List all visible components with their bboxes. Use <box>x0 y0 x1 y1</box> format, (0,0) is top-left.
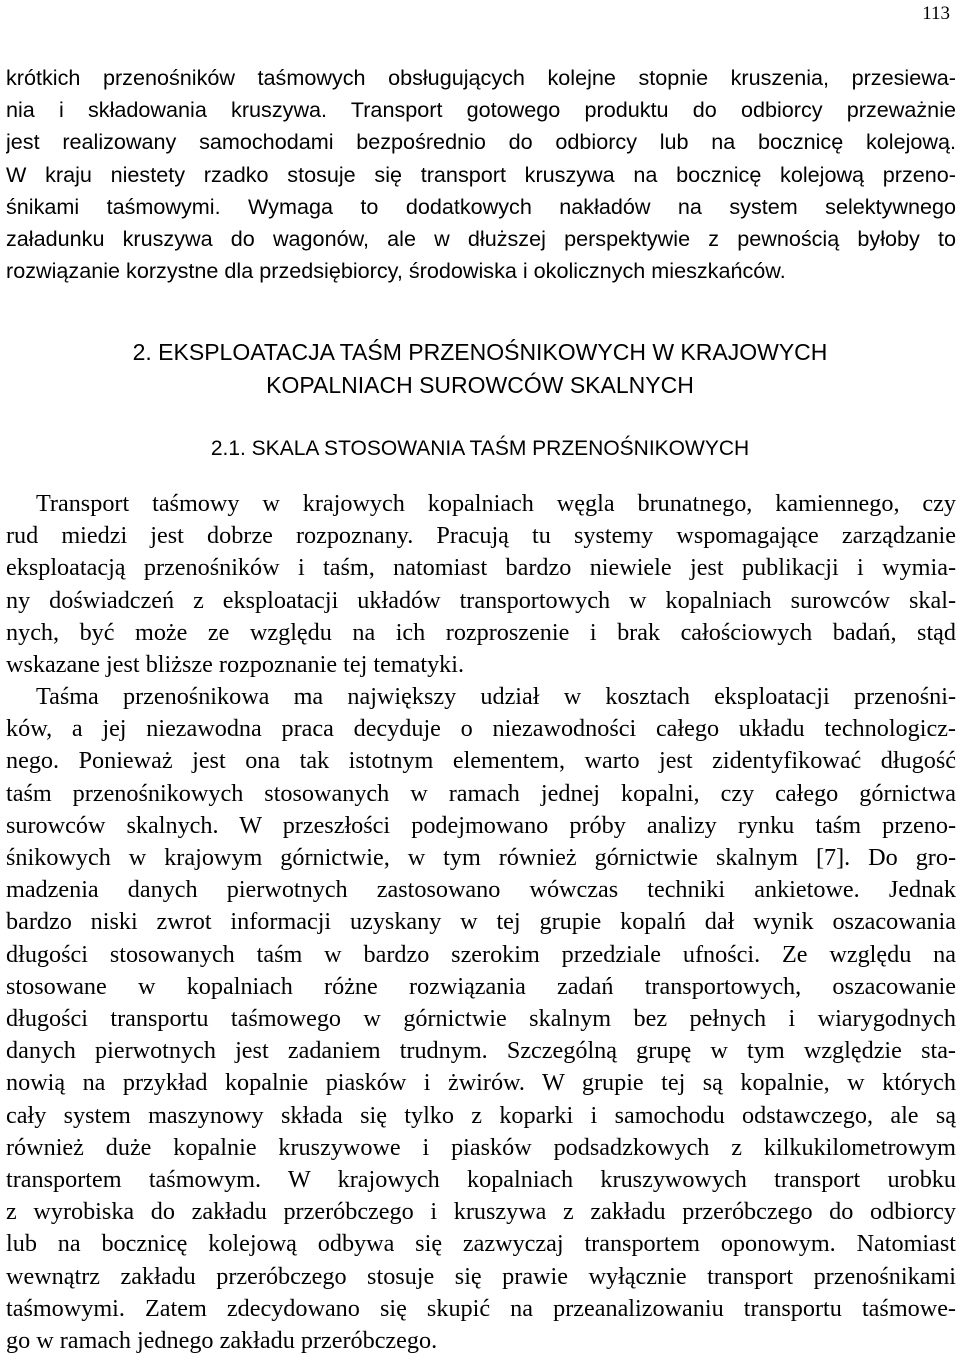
section-heading-line: 2. EKSPLOATACJA TAŚM PRZENOŚNIKOWYCH W KRAJOWYCH <box>132 339 828 365</box>
text-line: śnikami taśmowymi. Wymaga to dodatkowych nakładów na system selektywnego <box>6 193 956 219</box>
text-line: śnikowych w krajowym górnictwie, w tym również górnictwie skalnym [7]. Do gro- <box>6 844 956 872</box>
text-line: nowią na przykład kopalnie piasków i żwirów. W grupie tej są kopalnie, w których <box>6 1069 956 1097</box>
text-line: ków, a jej niezawodna praca decyduje o niezawodności całego układu technologicz- <box>6 715 956 743</box>
text-line: W kraju niestety rzadko stosuje się transport kruszywa na bocznicę kolejową przeno- <box>6 161 956 187</box>
body-paragraph-2 <box>6 681 956 1357</box>
text-line: wewnątrz zakładu przeróbczego stosuje się prawie wyłącznie transport przenośnikami <box>6 1262 956 1290</box>
text-line: nego. Ponieważ jest ona tak istotnym elementem, warto jest zidentyfikować długość <box>6 747 956 775</box>
text-line: z wyrobiska do zakładu przeróbczego i kruszywa z zakładu przeróbczego do odbiorcy <box>6 1198 956 1226</box>
text-line: eksploatacją przenośników i taśm, natomiast bardzo niewiele jest publikacji i wymia- <box>6 554 956 582</box>
text-line: danych pierwotnych jest zadaniem trudnym. Szczególną grupę w tym względzie sta- <box>6 1037 956 1065</box>
text-line: jest realizowany samochodami bezpośrednio do odbiorcy lub na bocznicę kolejową. <box>6 129 956 155</box>
text-line: madzenia danych pierwotnych zastosowano wówczas techniki ankietowe. Jednak <box>6 876 956 904</box>
page-number: 113 <box>922 3 950 24</box>
text-line: długości stosowanych taśm w bardzo szerokim przedziale ufności. Ze względu na <box>6 940 956 968</box>
text-line: rud miedzi jest dobrze rozpoznany. Pracują tu systemy wspomagające zarządzanie <box>6 522 956 550</box>
text-line: nia i składowania kruszywa. Transport gotowego produktu do odbiorcy przeważnie <box>6 97 956 123</box>
text-line: go w ramach jednego zakładu przeróbczego. <box>6 1327 438 1355</box>
text-line: załadunku kruszywa do wagonów, ale w dłuższej perspektywie z pewnością byłoby to <box>6 226 956 252</box>
section-heading <box>0 336 960 402</box>
text-line: nych, być może ze względu na ich rozproszenie i brak całościowych badań, stąd <box>6 618 956 646</box>
subsection-heading-text: 2.1. SKALA STOSOWANIA TAŚM PRZENOŚNIKOWYCH <box>210 437 750 460</box>
text-line: ny doświadczeń z eksploatacji układów transportowych w kopalniach surowców skal- <box>6 586 956 614</box>
text-line: krótkich przenośników taśmowych obsługujących kolejne stopnie kruszenia, przesiewa- <box>6 65 956 90</box>
text-line: stosowane w kopalniach różne rozwiązania zadań transportowych, oszacowanie <box>6 972 956 1000</box>
text-line: surowców skalnych. W przeszłości podejmowano próby analizy rynku taśm przeno- <box>6 811 956 839</box>
text-line: Transport taśmowy w krajowych kopalniach węgla brunatnego, kamiennego, czy <box>36 490 956 517</box>
text-line: Taśma przenośnikowa ma największy udział w kosztach eksploatacji przenośni- <box>36 683 956 710</box>
section-heading-line: KOPALNIACH SUROWCÓW SKALNYCH <box>266 372 694 398</box>
text-line: bardzo niski zwrot informacji uzyskany w tej grupie kopalń dał wynik oszacowania <box>6 908 956 936</box>
text-line: również duże kopalnie kruszywowe i piasków podsadzkowych z kilkukilometrowym <box>6 1133 956 1161</box>
text-line: lub na bocznicę kolejową odbywa się zazwyczaj transportem oponowym. Natomiast <box>6 1230 956 1258</box>
text-line: cały system maszynowy składa się tylko z koparki i samochodu odstawczego, ale są <box>6 1101 956 1129</box>
text-line: transportem taśmowym. W krajowych kopalniach kruszywowych transport urobku <box>6 1166 956 1194</box>
intro-paragraph <box>6 62 956 287</box>
text-line: wskazane jest bliższe rozpoznanie tej tematyki. <box>6 651 465 679</box>
subsection-heading <box>0 434 960 464</box>
text-line: długości transportu taśmowego w górnictwie skalnym bez pełnych i wiarygodnych <box>6 1005 956 1033</box>
text-line: rozwiązanie korzystne dla przedsiębiorcy, środowiska i okolicznych mieszkańców. <box>6 258 786 284</box>
text-line: taśm przenośnikowych stosowanych w ramach jednej kopalni, czy całego górnictwa <box>6 779 956 807</box>
body-paragraph-1 <box>6 488 956 681</box>
text-line: taśmowymi. Zatem zdecydowano się skupić na przeanalizowaniu transportu taśmowe- <box>6 1294 956 1322</box>
